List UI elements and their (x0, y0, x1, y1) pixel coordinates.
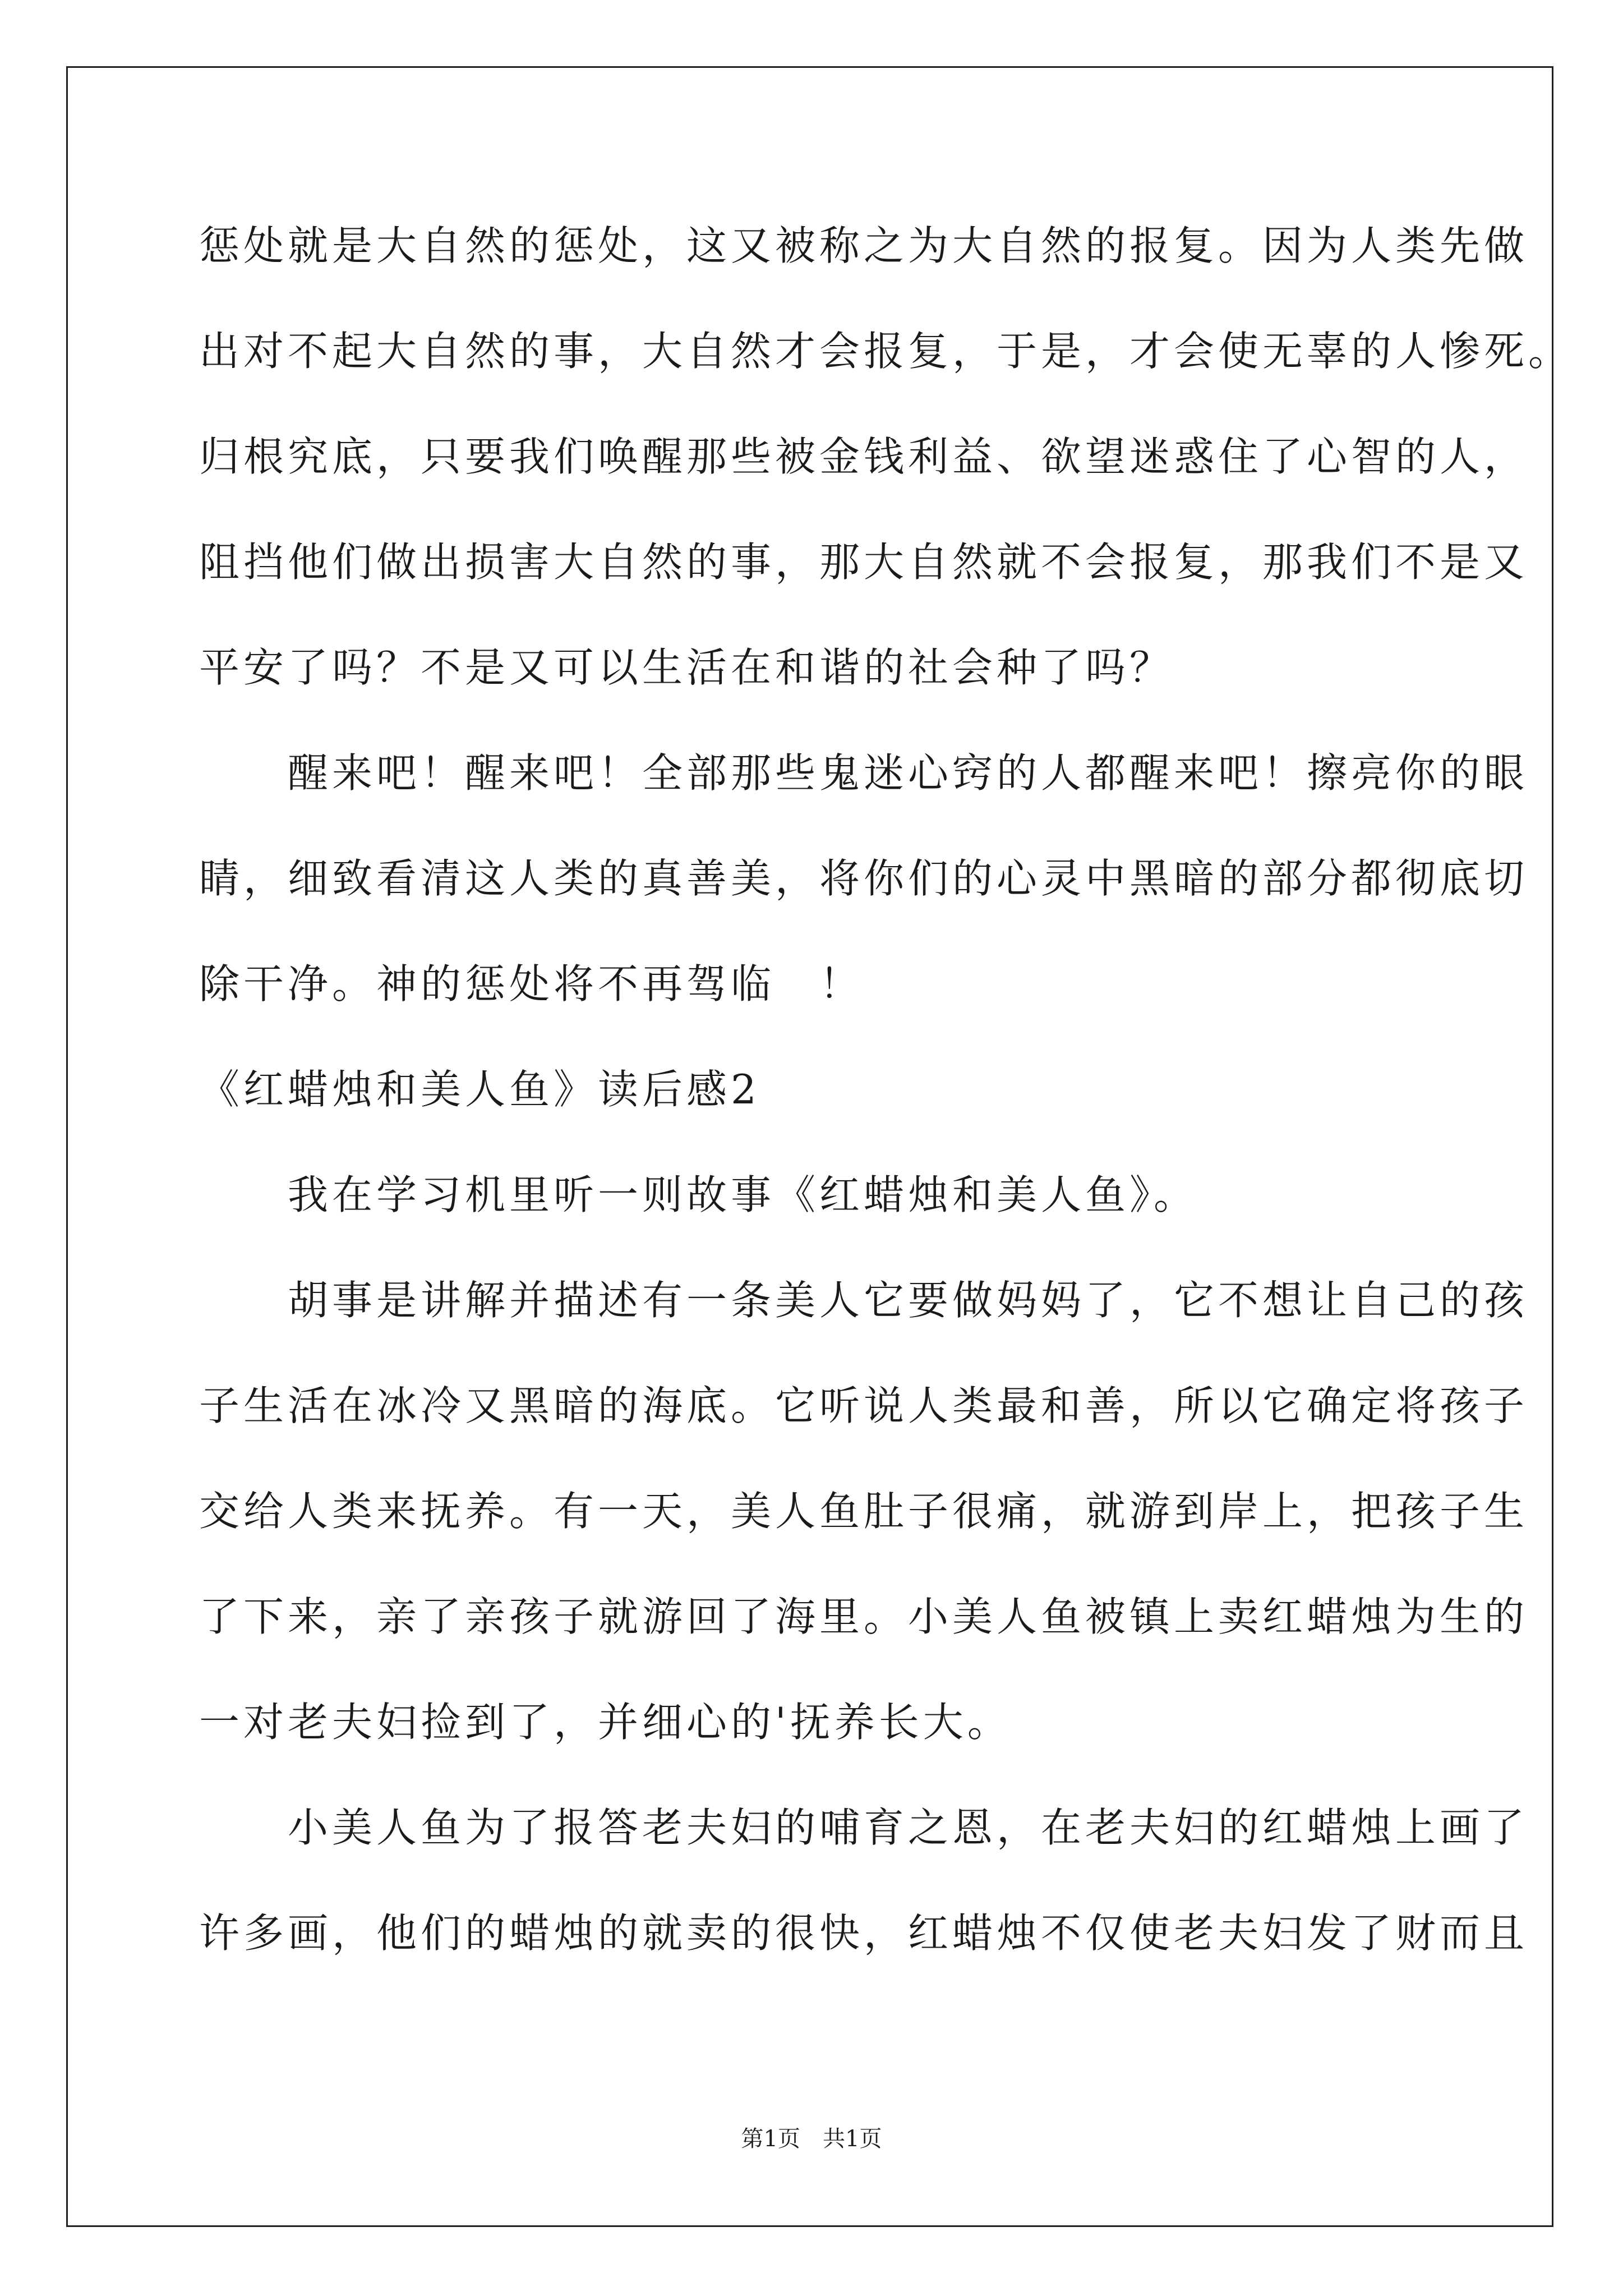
text-line: 阻挡他们做出损害大自然的事，那大自然就不会报复，那我们不是又 (199, 539, 1529, 586)
text-line: 我在学习机里听一则故事《红蜡烛和美人鱼》。 (199, 1171, 1198, 1218)
text-line: 除干净。神的惩处将不再驾临 ！ (199, 960, 864, 1007)
text-line: 出对不起大自然的事，大自然才会报复，于是，才会使无辜的人惨死。 (199, 328, 1573, 375)
page-footer: 第1页 共1页 (741, 2126, 882, 2152)
text-line: 醒来吧！醒来吧！全部那些鬼迷心窍的人都醒来吧！擦亮你的眼 (199, 749, 1529, 797)
text-line: 胡事是讲解并描述有一条美人它要做妈妈了，它不想让自己的孩 (199, 1277, 1529, 1324)
text-line: 交给人类来抚养。有一天，美人鱼肚子很痛，就游到岸上，把孩子生 (199, 1488, 1529, 1535)
text-line: 睛，细致看清这人类的真善美，将你们的心灵中黑暗的部分都彻底切 (199, 855, 1529, 902)
text-line: 平安了吗？不是又可以生活在和谐的社会种了吗？ (199, 644, 1174, 691)
text-line: 惩处就是大自然的惩处，这又被称之为大自然的报复。因为人类先做 (199, 222, 1529, 269)
section-heading: 《红蜡烛和美人鱼》读后感2 (199, 1066, 760, 1113)
page-border (66, 66, 1553, 2227)
text-line: 许多画，他们的蜡烛的就卖的很快，红蜡烛不仅使老夫妇发了财而且 (199, 1910, 1529, 1957)
text-line: 小美人鱼为了报答老夫妇的哺育之恩，在老夫妇的红蜡烛上画了 (199, 1804, 1529, 1851)
text-line: 一对老夫妇捡到了，并细心的'抚养长大。 (199, 1699, 1012, 1746)
text-line: 子生活在冰冷又黑暗的海底。它听说人类最和善，所以它确定将孩子 (199, 1382, 1529, 1429)
text-line: 了下来，亲了亲孩子就游回了海里。小美人鱼被镇上卖红蜡烛为生的 (199, 1593, 1529, 1640)
text-line: 归根究底，只要我们唤醒那些被金钱利益、欲望迷惑住了心智的人， (199, 433, 1529, 480)
